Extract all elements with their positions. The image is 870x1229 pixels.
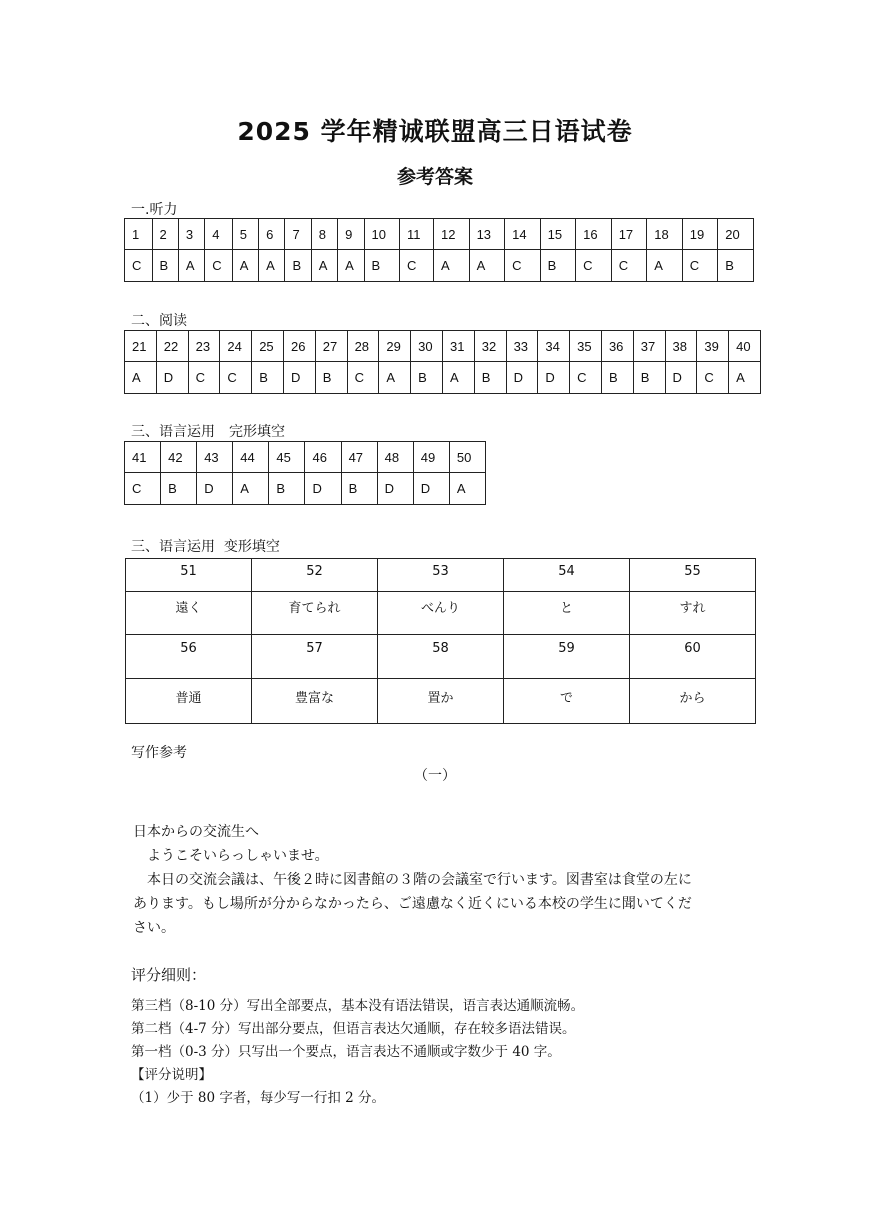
question-number-cell: 22 [156, 331, 188, 362]
writing-line-2b: あります。もし場所が分からなかったら、ご遠慮なく近くにいる本校の学生に聞いてくだ [133, 896, 692, 912]
answer-cell: B [364, 250, 400, 282]
scoring-rules [131, 995, 584, 1110]
question-number-cell: 46 [305, 442, 341, 473]
question-number-cell: 33 [506, 331, 538, 362]
answer-cell: C [125, 473, 161, 505]
question-number-cell: 41 [125, 442, 161, 473]
writing-sample [133, 820, 753, 940]
scoring-note-title: 【评分说明】 [131, 1067, 212, 1083]
answer-cell: C [125, 250, 153, 282]
question-number-cell: 34 [538, 331, 570, 362]
answer-cell: べんり [378, 592, 504, 635]
answer-cell: A [338, 250, 364, 282]
question-number-cell: 54 [504, 559, 630, 592]
question-number-cell: 48 [377, 442, 413, 473]
answer-cell: D [506, 362, 538, 394]
answer-cell: で [504, 679, 630, 724]
scoring-note-1: （1）少于 80 字者，每少写一行扣 2 分。 [131, 1090, 386, 1106]
question-number-cell: 10 [364, 219, 400, 250]
question-number-cell: 9 [338, 219, 364, 250]
answer-cell: A [442, 362, 474, 394]
scoring-tier-1: 第一档（0-3 分）只写出一个要点，语言表达不通顺或字数少于 40 字。 [131, 1044, 561, 1060]
answer-cell: 普通 [126, 679, 252, 724]
question-number-cell: 6 [259, 219, 285, 250]
question-number-cell: 60 [630, 635, 756, 679]
question-number-cell: 14 [505, 219, 541, 250]
scoring-tier-2: 第二档（4-7 分）写出部分要点，但语言表达欠通顺，存在较多语法错误。 [131, 1021, 576, 1037]
answer-cell: D [413, 473, 449, 505]
question-number-cell: 11 [400, 219, 434, 250]
writing-line-2a: 本日の交流会議は、午後２時に図書館の３階の会議室で行います。図書室は食堂の左に [147, 872, 692, 888]
question-number-cell: 15 [540, 219, 576, 250]
answer-cell: D [665, 362, 697, 394]
answer-cell: C [505, 250, 541, 282]
reading-answer-table [124, 330, 761, 394]
answer-cell: B [540, 250, 576, 282]
question-number-cell: 23 [188, 331, 220, 362]
question-number-cell: 16 [576, 219, 612, 250]
answer-cell: A [729, 362, 761, 394]
answer-cell: C [682, 250, 718, 282]
question-number-cell: 30 [411, 331, 443, 362]
question-number-cell: 5 [232, 219, 258, 250]
question-number-cell: 43 [197, 442, 233, 473]
question-number-cell: 1 [125, 219, 153, 250]
answer-cell: C [220, 362, 252, 394]
answer-cell: から [630, 679, 756, 724]
answer-cell: B [269, 473, 305, 505]
answer-cell: A [469, 250, 505, 282]
answer-cell: C [205, 250, 233, 282]
question-number-cell: 18 [647, 219, 683, 250]
answer-cell: B [341, 473, 377, 505]
answer-cell: D [197, 473, 233, 505]
answer-cell: C [347, 362, 379, 394]
answer-cell: B [601, 362, 633, 394]
answer-cell: C [697, 362, 729, 394]
question-number-cell: 58 [378, 635, 504, 679]
answer-cell: 遠く [126, 592, 252, 635]
answer-cell: 豊富な [252, 679, 378, 724]
question-number-cell: 3 [178, 219, 204, 250]
writing-line-2c: さい。 [133, 920, 175, 936]
question-number-cell: 13 [469, 219, 505, 250]
answer-cell: B [152, 250, 178, 282]
answer-cell: C [400, 250, 434, 282]
answer-cell: B [161, 473, 197, 505]
question-number-cell: 29 [379, 331, 411, 362]
answer-cell: B [411, 362, 443, 394]
question-number-cell: 39 [697, 331, 729, 362]
question-number-cell: 19 [682, 219, 718, 250]
question-number-cell: 31 [442, 331, 474, 362]
answer-cell: 育てられ [252, 592, 378, 635]
answer-cell: A [178, 250, 204, 282]
answer-cell: C [188, 362, 220, 394]
question-number-cell: 51 [126, 559, 252, 592]
writing-greeting: 日本からの交流生へ [133, 824, 259, 840]
question-number-cell: 20 [718, 219, 754, 250]
question-number-cell: 56 [126, 635, 252, 679]
answer-cell: B [474, 362, 506, 394]
section-reading-label: 二、阅读 [131, 313, 187, 329]
answer-cell: と [504, 592, 630, 635]
question-number-cell: 25 [252, 331, 284, 362]
question-number-cell: 2 [152, 219, 178, 250]
answer-cell: A [233, 473, 269, 505]
answer-cell: A [449, 473, 485, 505]
question-number-cell: 27 [315, 331, 347, 362]
question-number-cell: 26 [283, 331, 315, 362]
answer-cell: A [125, 362, 157, 394]
answer-cell: A [434, 250, 470, 282]
answer-cell: D [283, 362, 315, 394]
scoring-tier-3: 第三档（8-10 分）写出全部要点，基本没有语法错误，语言表达通顺流畅。 [131, 998, 585, 1014]
question-number-cell: 49 [413, 442, 449, 473]
question-number-cell: 35 [570, 331, 602, 362]
answer-cell: B [315, 362, 347, 394]
answer-cell: すれ [630, 592, 756, 635]
answer-cell: D [377, 473, 413, 505]
question-number-cell: 44 [233, 442, 269, 473]
question-number-cell: 4 [205, 219, 233, 250]
page-title: 2025 学年精诚联盟高三日语试卷 [237, 117, 633, 146]
transform-answer-table [125, 558, 756, 724]
question-number-cell: 47 [341, 442, 377, 473]
section-cloze-label: 三、语言运用 完形填空 [131, 424, 285, 440]
question-number-cell: 24 [220, 331, 252, 362]
answer-cell: A [232, 250, 258, 282]
question-number-cell: 53 [378, 559, 504, 592]
question-number-cell: 52 [252, 559, 378, 592]
answer-cell: B [285, 250, 311, 282]
writing-part-marker: （一） [414, 768, 456, 784]
question-number-cell: 12 [434, 219, 470, 250]
section-listening-label: 一.听力 [131, 202, 178, 218]
question-number-cell: 55 [630, 559, 756, 592]
answer-cell: D [305, 473, 341, 505]
answer-cell: A [259, 250, 285, 282]
question-number-cell: 7 [285, 219, 311, 250]
section-transform-label: 三、语言运用 变形填空 [131, 539, 280, 555]
question-number-cell: 17 [611, 219, 647, 250]
answer-cell: A [379, 362, 411, 394]
question-number-cell: 37 [633, 331, 665, 362]
writing-line-1: ようこそいらっしゃいませ。 [147, 848, 329, 864]
answer-cell: D [538, 362, 570, 394]
cloze-answer-table [124, 441, 486, 505]
scoring-title: 评分细则： [131, 966, 207, 984]
question-number-cell: 32 [474, 331, 506, 362]
answer-cell: A [311, 250, 337, 282]
answer-cell: 置か [378, 679, 504, 724]
question-number-cell: 38 [665, 331, 697, 362]
answer-cell: B [633, 362, 665, 394]
answer-cell: A [647, 250, 683, 282]
answer-cell: C [611, 250, 647, 282]
question-number-cell: 28 [347, 331, 379, 362]
answer-cell: C [570, 362, 602, 394]
question-number-cell: 59 [504, 635, 630, 679]
question-number-cell: 50 [449, 442, 485, 473]
question-number-cell: 45 [269, 442, 305, 473]
question-number-cell: 8 [311, 219, 337, 250]
question-number-cell: 42 [161, 442, 197, 473]
question-number-cell: 36 [601, 331, 633, 362]
answer-cell: C [576, 250, 612, 282]
writing-reference-label: 写作参考 [131, 745, 187, 761]
answer-cell: B [252, 362, 284, 394]
listening-answer-table [124, 218, 754, 282]
question-number-cell: 57 [252, 635, 378, 679]
question-number-cell: 40 [729, 331, 761, 362]
answer-cell: B [718, 250, 754, 282]
page-subtitle: 参考答案 [396, 166, 473, 188]
answer-cell: D [156, 362, 188, 394]
question-number-cell: 21 [125, 331, 157, 362]
